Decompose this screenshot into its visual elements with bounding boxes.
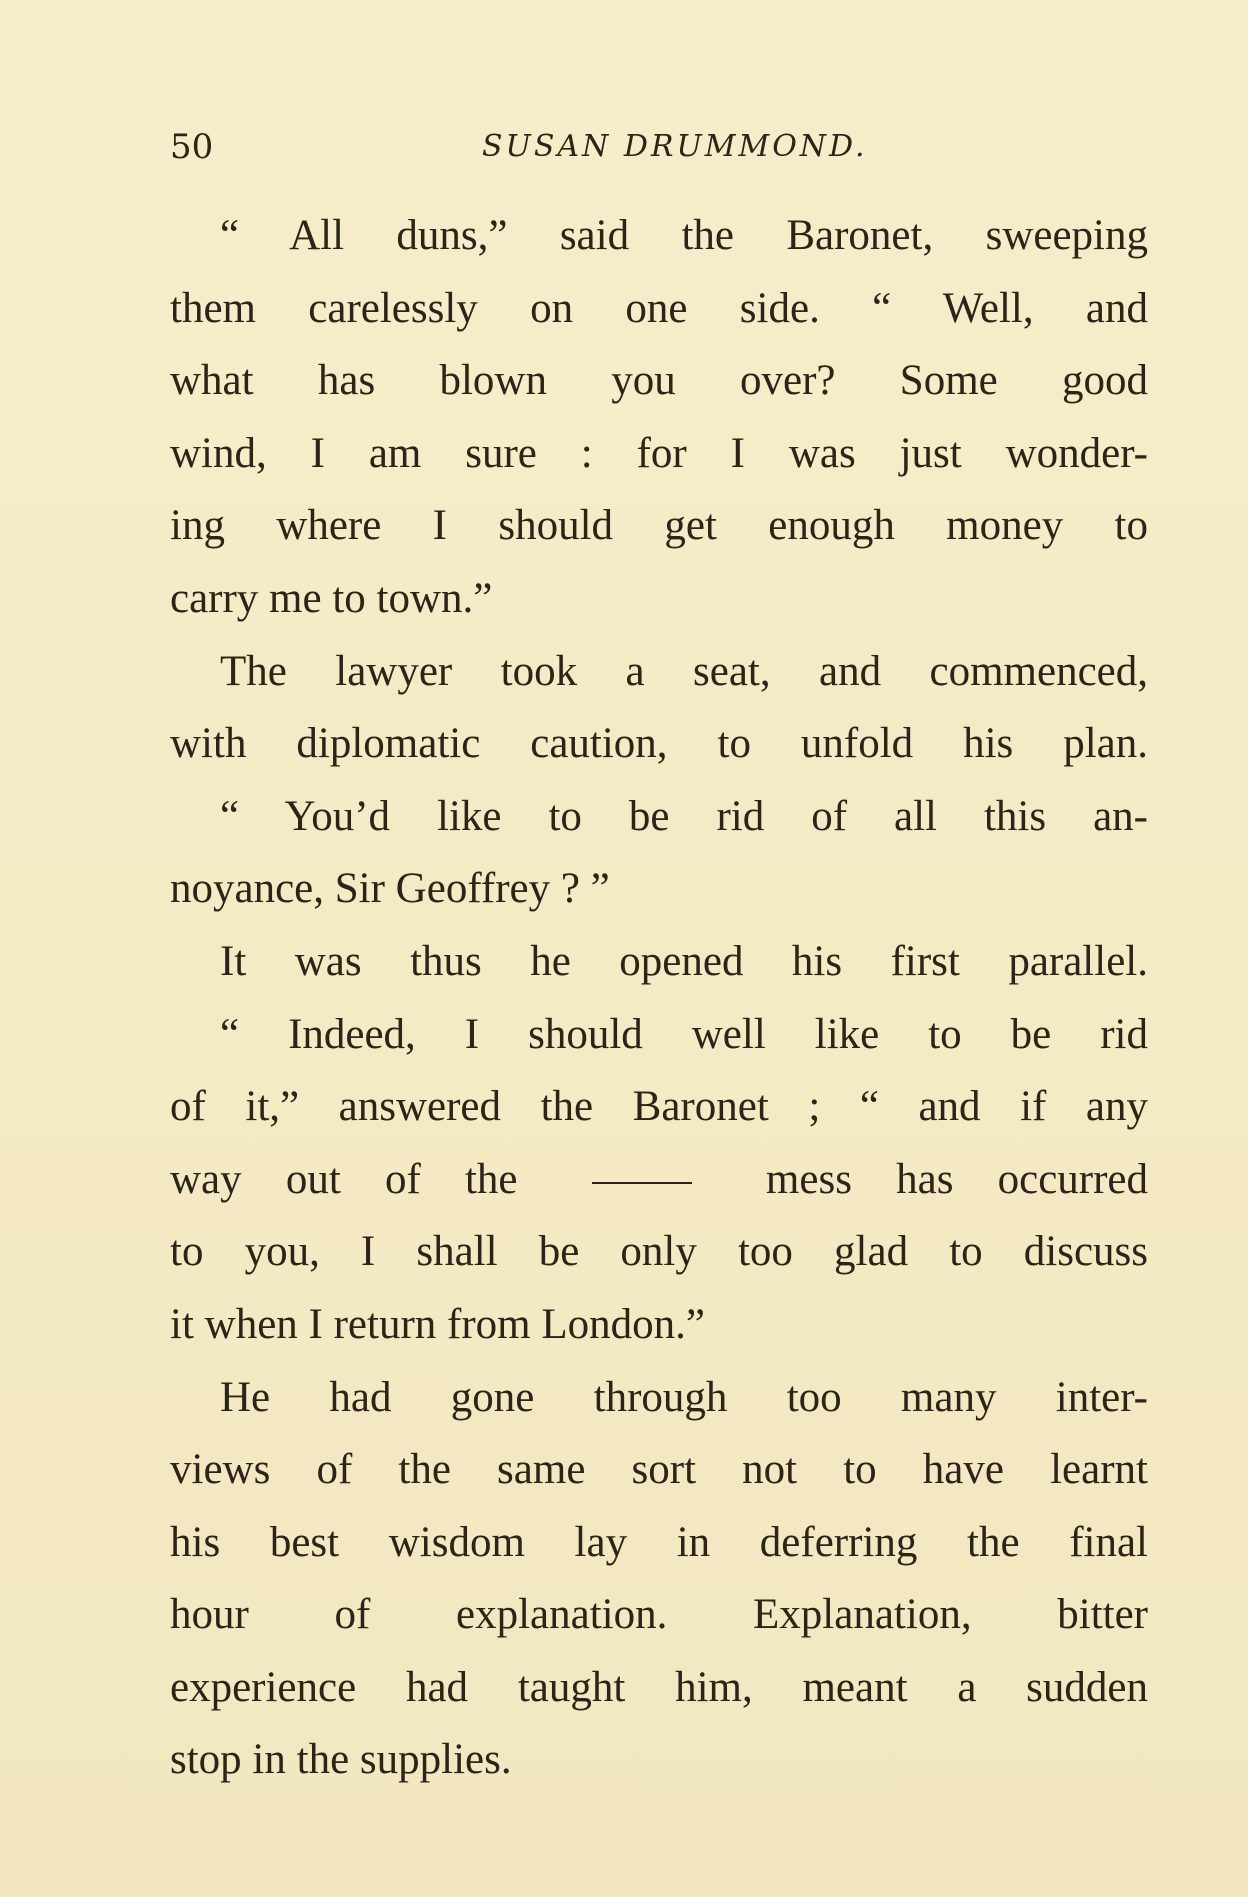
- text-line: his best wisdom lay in deferring the final: [170, 1518, 1148, 1566]
- text-fragment: mess has occurred: [765, 1155, 1148, 1203]
- text-line: to you, I shall be only too glad to discuss: [170, 1228, 1148, 1276]
- text-line: noyance, Sir Geoffrey ? ”: [170, 865, 610, 913]
- text-line: stop in the supplies.: [170, 1736, 512, 1784]
- text-line: of it,” answered the Baronet ; “ and if any: [170, 1083, 1148, 1131]
- text-line: hour of explanation. Explanation, bitter: [170, 1591, 1148, 1639]
- book-title: SUSAN DRUMMOND.: [482, 129, 868, 164]
- text-line: “ All duns,” said the Baronet, sweeping: [220, 212, 1148, 259]
- text-line: [170, 1144, 1148, 1217]
- em-dash-rule: [592, 1182, 692, 1184]
- text-line: what has blown you over? Some good: [170, 357, 1148, 405]
- text-line: “ Indeed, I should well like to be rid: [220, 1010, 1148, 1058]
- page-number: 50: [170, 127, 214, 167]
- text-fragment: way out of the: [170, 1155, 518, 1203]
- body-text: [170, 200, 1148, 1797]
- text-line: wind, I am sure : for I was just wonder-: [170, 429, 1148, 477]
- text-line: The lawyer took a seat, and commenced,: [220, 647, 1148, 695]
- running-head: [170, 122, 1150, 172]
- text-line: them carelessly on one side. “ Well, and: [170, 284, 1148, 332]
- text-line: with diplomatic caution, to unfold his plan.: [170, 720, 1148, 768]
- text-line: it when I return from London.”: [170, 1300, 705, 1348]
- text-line: It was thus he opened his first parallel.: [220, 937, 1148, 985]
- text-line: “ You’d like to be rid of all this an-: [220, 792, 1148, 840]
- text-line: He had gone through too many inter-: [220, 1373, 1148, 1421]
- text-line: carry me to town.”: [170, 574, 493, 622]
- text-line: views of the same sort not to have learnt: [170, 1446, 1148, 1494]
- text-line: experience had taught him, meant a sudden: [170, 1663, 1148, 1711]
- text-line: ing where I should get enough money to: [170, 502, 1148, 550]
